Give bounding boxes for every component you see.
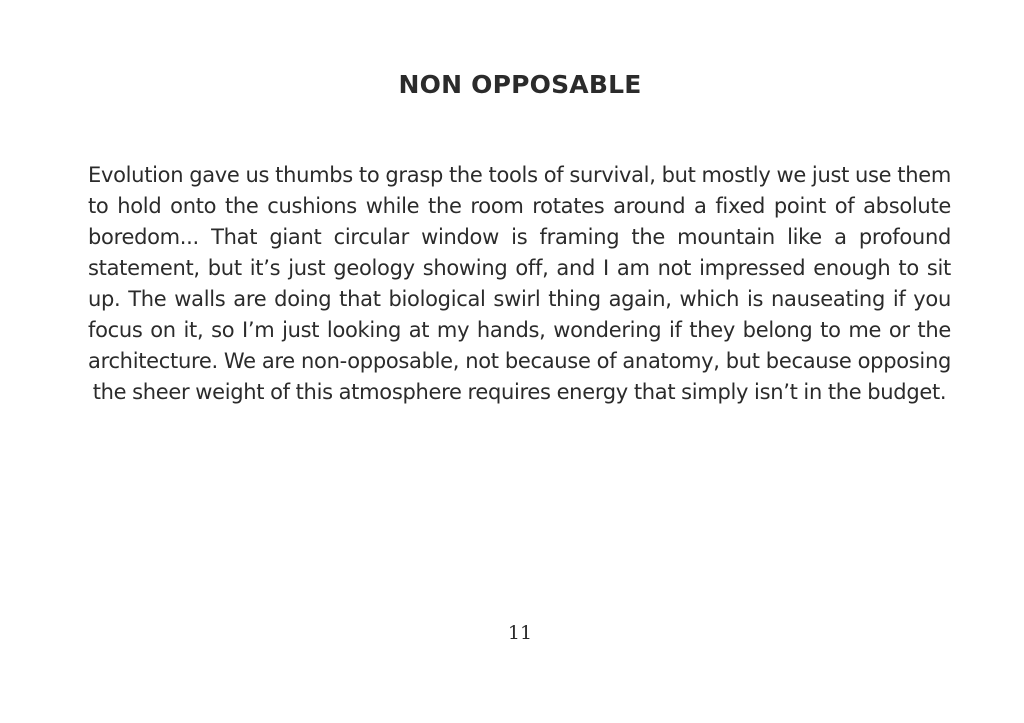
page-title: NON OPPOSABLE	[398, 70, 642, 99]
page-number: 11	[507, 622, 533, 644]
body-paragraph: Evolution gave us thumbs to grasp the tools of survival, but mostly we just use them to hold onto the cushions while the room rotates around a fixed point of absolute boredom... That giant circular window is framing the mountain like a profound statement, but it’s just geology showing off, and I am not impressed enough to sit up. The walls are doing that biological swirl thing again, which is nauseating if you focus on it, so I’m just looking at my hands, wondering if they belong to me or the architecture. We are non-opposable, not because of anatomy, but because opposing the sheer weight of this atmosphere requires energy that simply isn’t in the budget.	[88, 163, 951, 404]
